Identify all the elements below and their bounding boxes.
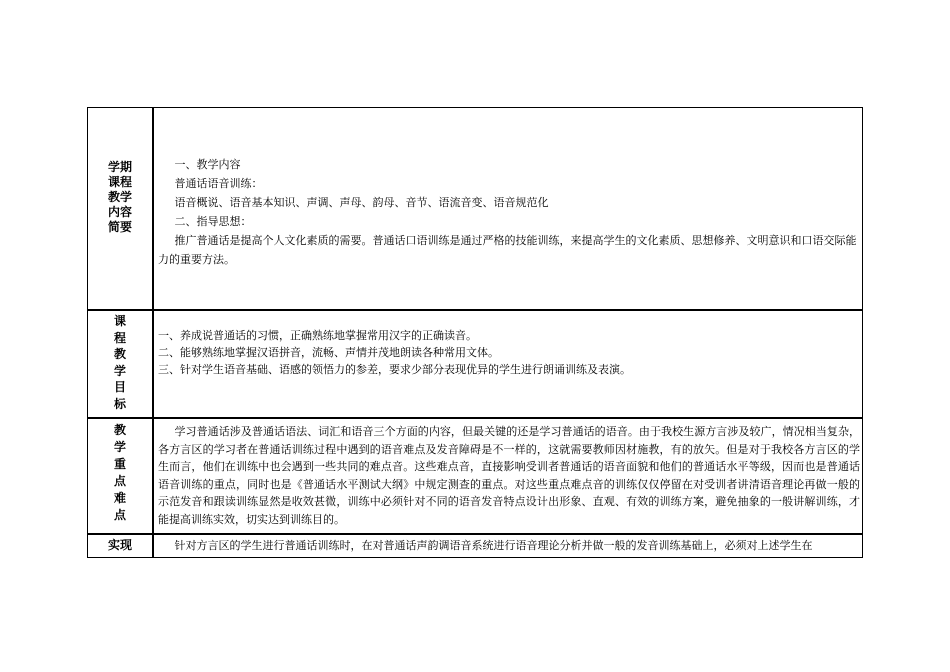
- label-key-difficulties: 教 学 重 点 难 点: [113, 423, 126, 522]
- row-divider: [87, 309, 863, 311]
- row-divider: [87, 533, 863, 535]
- goal-item: 三、针对学生语音基础、语感的领悟力的参差，要求少部分表现优异的学生进行朗诵训练及表演。: [158, 363, 631, 376]
- paragraph: 一、教学内容: [174, 158, 241, 171]
- paragraph: 二、指导思想：: [174, 215, 252, 228]
- label-implementation: 实现: [107, 538, 132, 552]
- course-summary-content: [158, 155, 860, 269]
- label-teaching-goals: 课 程 教 学 目 标: [113, 314, 126, 411]
- key-difficulties-content: [158, 423, 860, 528]
- paragraph: 推广普通话是提高个人文化素质的需要。普通话口语训练是通过严格的技能训练，来提高学生的文化素质、思想修养、文明意识和口语交际能力的重要方法。: [158, 234, 857, 266]
- paragraph: 普通话语音训练：: [174, 177, 263, 190]
- goal-item: 一、养成说普通话的习惯，正确熟练地掌握常用汉字的正确读音。: [158, 329, 477, 342]
- goal-item: 二、能够熟练地掌握汉语拼音，流畅、声情并茂地朗读各种常用文体。: [158, 346, 499, 359]
- label-course-summary: 学期 课程 教学 内容 简要: [107, 160, 132, 234]
- teaching-goals-content: [158, 327, 860, 378]
- column-divider: [152, 107, 154, 558]
- paragraph: 语音概说、语音基本知识、声调、声母、韵母、音节、语流音变、语音规范化: [174, 196, 549, 209]
- paragraph: 针对方言区的学生进行普通话训练时，在对普通话声韵调语音系统进行语音理论分析并做一般的发音训练基础上，必须对上述学生在: [174, 539, 813, 552]
- implementation-content: [158, 537, 860, 555]
- row-divider: [87, 417, 863, 419]
- paragraph: 学习普通话涉及普通话语法、词汇和语音三个方面的内容，但最关键的还是学习普通话的语音。由于我校生源方言涉及较广，情况相当复杂，各方言区的学习者在普通话训练过程中遇到的语音难点及发音障碍是不一样的，这就需要教师因材施教，有的放矢。但是对于我校各方言区的学生而言，他们在训练中也会遇到一些共同的难点音。这些难点音，直接影响受训者普通话的语音面貌和他们的普通话水平等级，因而也是普通话语音训练的重点，同时也是《普通话水平测试大纲》中规定测查的重点。对这些重点难点音的训练仅仅停留在对受训者讲清语音理论再做一般的示范发音和跟读训练显然是收效甚微，训练中必须针对不同的语音发音特点设计出形象、直观、有效的训练方案，避免抽象的一般讲解训练，才能提高训练实效，切实达到训练目的。: [158, 425, 860, 526]
